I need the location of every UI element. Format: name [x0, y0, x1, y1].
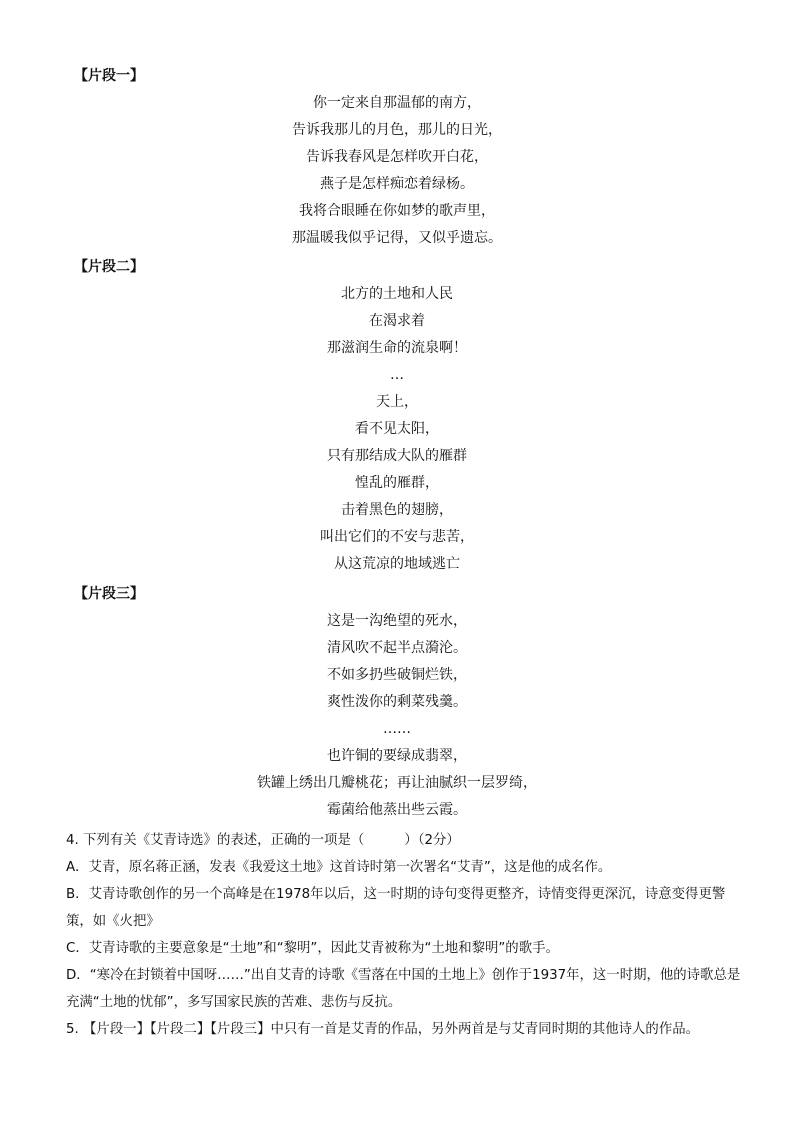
- poem-line: 这是一沟绝望的死水，: [327, 613, 467, 629]
- fragment-3-heading: 【片段三】: [74, 586, 144, 602]
- question-4-option-b: B．艾青诗歌创作的另一个高峰是在1978年以后，这一时期的诗句变得更整齐，诗情变得更深沉，诗意变得更警策，如《火把》: [66, 887, 726, 929]
- fragment-1-poem: [0, 90, 794, 252]
- poem-line: 北方的土地和人民: [341, 286, 453, 302]
- poem-line: 看不见太阳，: [355, 421, 439, 437]
- poem-line: …: [390, 367, 404, 383]
- question-4-option-c: C．艾青诗歌的主要意象是“土地”和“黎明”，因此艾青被称为“土地和黎明”的歌手。: [66, 941, 559, 956]
- poem-line: 也许铜的要绿成翡翠，: [327, 748, 467, 764]
- poem-line: 那滋润生命的流泉啊！: [327, 340, 467, 356]
- question-5-stem: 5. 【片段一】【片段二】【片段三】中只有一首是艾青的作品，另外两首是与艾青同时期的其他诗人的作品。: [66, 1022, 699, 1037]
- poem-line: 只有那结成大队的雁群: [327, 448, 467, 464]
- poem-line: 爽性泼你的剩菜残羹。: [327, 694, 467, 710]
- question-4-stem: 4. 下列有关《艾青诗选》的表述，正确的一项是（ ）（2分）: [66, 833, 460, 848]
- poem-line: 你一定来自那温郁的南方，: [313, 95, 481, 111]
- fragment-1-heading: 【片段一】: [74, 68, 144, 84]
- poem-line: 告诉我那儿的月色，那儿的日光，: [292, 122, 502, 138]
- poem-line: 铁罐上绣出几瓣桃花；再让油腻织一层罗绮，: [257, 775, 537, 791]
- poem-line: 燕子是怎样痴恋着绿杨。: [320, 176, 474, 192]
- poem-line: 告诉我春风是怎样吹开白花，: [306, 149, 488, 165]
- poem-line: 天上，: [376, 394, 418, 410]
- fragment-3-poem: [0, 608, 794, 824]
- poem-line: 那温暖我似乎记得，又似乎遗忘。: [292, 230, 502, 246]
- fragment-2-heading: 【片段二】: [74, 259, 144, 275]
- question-4-option-a: A．艾青，原名蒋正涵，发表《我爱这土地》这首诗时第一次署名“艾青”，这是他的成名作。: [66, 860, 612, 875]
- poem-line: 不如多扔些破铜烂铁，: [327, 667, 467, 683]
- poem-line: 霉菌给他蒸出些云霞。: [327, 802, 467, 818]
- poem-line: ……: [383, 721, 411, 737]
- fragment-2-poem: [0, 281, 794, 578]
- poem-line: 清风吹不起半点漪沦。: [327, 640, 467, 656]
- poem-line: 惶乱的雁群，: [355, 475, 439, 491]
- poem-line: 击着黑色的翅膀，: [341, 502, 453, 518]
- poem-line: 在渴求着: [369, 313, 425, 329]
- question-4-option-d: D．“寒冷在封锁着中国呀……”出自艾青的诗歌《雪落在中国的土地上》创作于1937年，这一时期，他的诗歌总是充满“土地的忧郁”，多写国家民族的苦难、悲伤与反抗。: [66, 968, 741, 1010]
- poem-line: 叫出它们的不安与悲苦，: [320, 529, 474, 545]
- poem-line: 我将合眼睡在你如梦的歌声里，: [299, 203, 495, 219]
- poem-line: 从这荒凉的地域逃亡: [334, 556, 460, 572]
